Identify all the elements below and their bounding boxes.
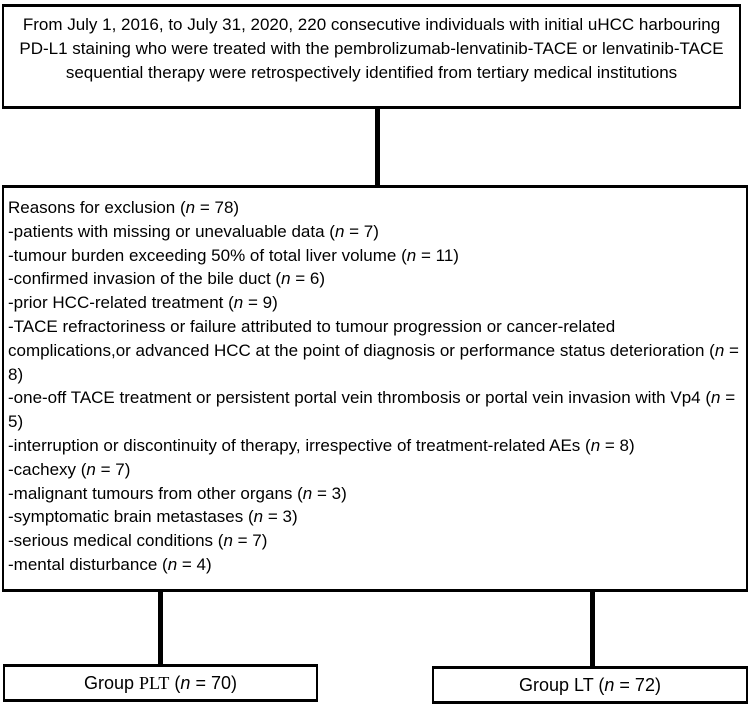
exclusion-item: -one-off TACE treatment or persistent portal vein thrombosis or portal vein invasion with Vp4 (n = 5) (8, 388, 736, 432)
enrollment-text: From July 1, 2016, to July 31, 2020, 220 consecutive individuals with initial uHCC harbouring PD-L1 staining who were treated with the pembrolizumab-lenvatinib-TACE or lenvatinib-TACE sequential therapy were retrospectively identified from tertiary medical institutions (19, 15, 724, 82)
group-plt-label: Group PLT (n = 70) (84, 672, 237, 693)
exclusion-box (2, 185, 748, 592)
exclusion-item: -confirmed invasion of the bile duct (n = 6) (8, 269, 326, 289)
exclusion-item: -serious medical conditions (n = 7) (8, 531, 268, 551)
connector-right (590, 590, 595, 668)
exclusion-item: -patients with missing or unevaluable data (n = 7) (8, 221, 379, 241)
exclusion-list (8, 220, 741, 577)
exclusion-item: -symptomatic brain metastases (n = 3) (8, 507, 298, 527)
group-lt-label: Group LT (n = 72) (519, 674, 661, 695)
exclusion-item: -cachexy (n = 7) (8, 459, 131, 479)
exclusion-item: -malignant tumours from other organs (n = 3) (8, 483, 347, 503)
exclusion-title: Reasons for exclusion (n = 78) (8, 198, 240, 217)
connector-left (158, 590, 163, 666)
exclusion-item: -interruption or discontinuity of therapy, irrespective of treatment-related AEs (n = 8) (8, 435, 635, 455)
group-lt-box (432, 666, 748, 704)
connector-top (375, 107, 380, 187)
exclusion-item: -tumour burden exceeding 50% of total liver volume (n = 11) (8, 245, 459, 265)
enrollment-box (2, 4, 741, 109)
group-plt-box (3, 664, 318, 702)
exclusion-item: -prior HCC-related treatment (n = 9) (8, 293, 278, 313)
exclusion-item: -mental disturbance (n = 4) (8, 554, 212, 574)
exclusion-item: -TACE refractoriness or failure attributed to tumour progression or cancer-related complications,or advanced HCC at the point of diagnosis or performance status deterioration (n = 8) (8, 316, 739, 384)
